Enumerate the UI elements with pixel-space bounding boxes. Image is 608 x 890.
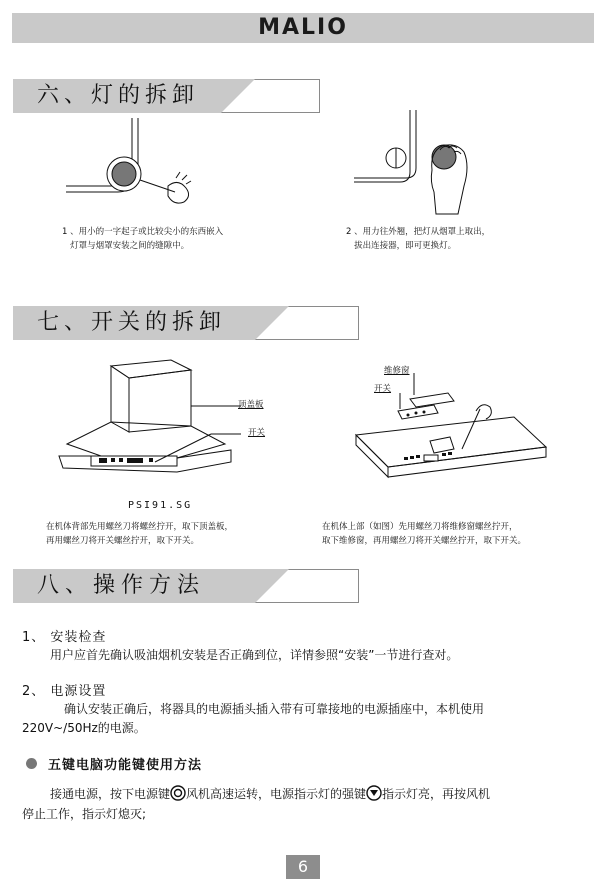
lamp-remove-illustration [350, 110, 500, 220]
item-1-text: 用户应首先确认吸油烟机安装是否正确到位，详情参照“安装”一节进行查对。 [50, 648, 459, 662]
step-2-caption: 2 、用力往外翘，把灯从烟罩上取出， 拔出连接器，即可更换灯。 [346, 227, 491, 251]
usage-line-1-part-a: 接通电源，按下电源键 [50, 787, 171, 801]
caption-top-removal: 在机体上部（如图）先用螺丝刀将维修窗螺丝拧开， 取下维修窗，再用螺丝刀将开关螺丝拧开，取下开关。 [322, 522, 527, 546]
header-bar [12, 13, 594, 43]
label-repair-window: 维修窗 [384, 366, 410, 376]
bullet-dot-icon [26, 758, 37, 769]
model-number: PSI91.SG [128, 500, 193, 511]
item-2-title: 2、 电源设置 [22, 684, 107, 699]
brand-logo: MALIO [258, 15, 348, 40]
usage-line-1-part-c: 指示灯亮，再按风机 [382, 787, 491, 801]
power-key-icon [170, 785, 186, 801]
section-7-heading [13, 306, 359, 340]
lamp-pry-illustration [60, 118, 260, 218]
section-7-title: 七、开关的拆卸 [37, 310, 227, 335]
label-top-cover: 顶盖板 [238, 400, 264, 410]
section-6-heading [13, 79, 320, 113]
caption-back-removal: 在机体背部先用螺丝刀将螺丝拧开，取下顶盖板， 再用螺丝刀将开关螺丝拧开，取下开关。 [46, 522, 234, 546]
section-8-heading [13, 569, 359, 603]
step-1-caption: 1 、用小的一字起子或比较尖小的东西嵌入 灯罩与烟罩安装之间的缝隙中。 [62, 227, 224, 251]
item-2-text-line-2: 220V~/50Hz的电源。 [22, 721, 146, 735]
usage-line-1-part-b: 风机高速运转，电源指示灯的强键 [186, 787, 367, 801]
label-switch-right: 开关 [374, 384, 392, 394]
item-2-text-line-1: 确认安装正确后，将器具的电源插头插入带有可靠接地的电源插座中，本机使用 [64, 702, 485, 716]
page-number: 6 [286, 855, 320, 879]
label-switch-left: 开关 [248, 428, 266, 438]
strong-fan-key-icon [366, 785, 382, 801]
usage-line-2: 停止工作，指示灯熄灭; [22, 807, 147, 821]
five-key-usage-title: 五键电脑功能键使用方法 [48, 758, 203, 773]
item-1-title: 1、 安装检查 [22, 630, 107, 645]
range-hood-illustration [55, 352, 285, 482]
section-8-title: 八、操作方法 [37, 573, 206, 598]
section-6-title: 六、灯的拆卸 [37, 83, 200, 108]
usage-line-1 [50, 785, 490, 804]
